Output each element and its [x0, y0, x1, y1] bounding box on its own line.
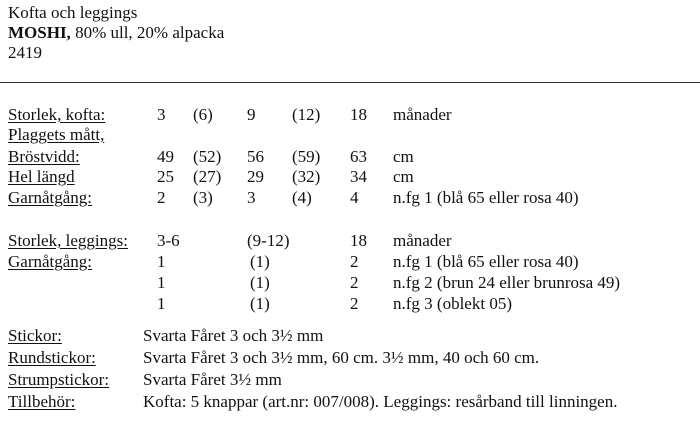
bust-5: 63	[350, 147, 367, 166]
leggings-size-label: Storlek, leggings:	[8, 231, 128, 250]
accessories-value: Kofta: 5 knappar (art.nr: 007/008). Leggings: resårband till linningen.	[143, 392, 618, 411]
kofta-size-3: 9	[247, 105, 256, 124]
leggings-yarn-row2-b: (1)	[250, 273, 270, 292]
yarn-line	[8, 23, 224, 43]
kofta-yarn-note: n.fg 1 (blå 65 eller rosa 40)	[393, 188, 579, 207]
length-label: Hel längd	[8, 167, 75, 186]
leggings-yarn-row1-a: 1	[157, 252, 166, 271]
leggings-yarn-row1-b: (1)	[250, 252, 270, 271]
length-1: 25	[157, 167, 174, 186]
leggings-size-unit: månader	[393, 231, 452, 250]
leggings-yarn-row3-note: n.fg 3 (oblekt 05)	[393, 294, 512, 313]
length-5: 34	[350, 167, 367, 186]
leggings-yarn-row2-c: 2	[350, 273, 359, 292]
leggings-yarn-row1-c: 2	[350, 252, 359, 271]
leggings-yarn-row3-b: (1)	[250, 294, 270, 313]
pattern-number: 2419	[8, 43, 42, 62]
bust-3: 56	[247, 147, 264, 166]
bust-2: (52)	[193, 147, 222, 166]
kofta-yarn-5: 4	[350, 188, 359, 207]
leggings-yarn-row3-c: 2	[350, 294, 359, 313]
kofta-yarn-2: (3)	[193, 188, 213, 207]
header-divider	[0, 82, 700, 83]
needles-value: Svarta Fåret 3 och 3½ mm	[143, 326, 324, 345]
leggings-size-1: 3-6	[157, 231, 180, 250]
kofta-size-2: (6)	[193, 105, 213, 124]
bust-1: 49	[157, 147, 174, 166]
length-unit: cm	[393, 167, 414, 186]
kofta-size-5: 18	[350, 105, 367, 124]
kofta-size-4: (12)	[292, 105, 321, 124]
kofta-size-1: 3	[157, 105, 166, 124]
measures-label: Plaggets mått,	[8, 125, 105, 144]
leggings-yarn-row1-note: n.fg 1 (blå 65 eller rosa 40)	[393, 252, 579, 271]
leggings-yarn-row2-note: n.fg 2 (brun 24 eller brunrosa 49)	[393, 273, 621, 292]
length-4: (32)	[292, 167, 321, 186]
circular-needles-label: Rundstickor:	[8, 348, 96, 367]
leggings-yarn-row2-a: 1	[157, 273, 166, 292]
kofta-yarn-4: (4)	[292, 188, 312, 207]
leggings-yarn-label: Garnåtgång:	[8, 252, 93, 271]
dpn-label: Strumpstickor:	[8, 370, 110, 389]
yarn-composition: 80% ull, 20% alpacka	[70, 23, 225, 42]
length-2: (27)	[193, 167, 222, 186]
leggings-size-2: (9-12)	[247, 231, 290, 250]
needles-label: Stickor:	[8, 326, 62, 345]
pattern-title: Kofta och leggings	[8, 3, 138, 22]
kofta-yarn-1: 2	[157, 188, 166, 207]
circular-needles-value: Svarta Fåret 3 och 3½ mm, 60 cm. 3½ mm, 40 och 60 cm.	[143, 348, 540, 367]
kofta-size-unit: månader	[393, 105, 452, 124]
bust-unit: cm	[393, 147, 414, 166]
yarn-name: MOSHI,	[8, 23, 71, 42]
kofta-yarn-3: 3	[247, 188, 256, 207]
kofta-yarn-label: Garnåtgång:	[8, 188, 93, 207]
leggings-size-3: 18	[350, 231, 367, 250]
bust-label: Bröstvidd:	[8, 147, 80, 166]
dpn-value: Svarta Fåret 3½ mm	[143, 370, 282, 389]
kofta-size-label: Storlek, kofta:	[8, 105, 106, 124]
accessories-label: Tillbehör:	[8, 392, 76, 411]
bust-4: (59)	[292, 147, 321, 166]
leggings-yarn-row3-a: 1	[157, 294, 166, 313]
length-3: 29	[247, 167, 264, 186]
